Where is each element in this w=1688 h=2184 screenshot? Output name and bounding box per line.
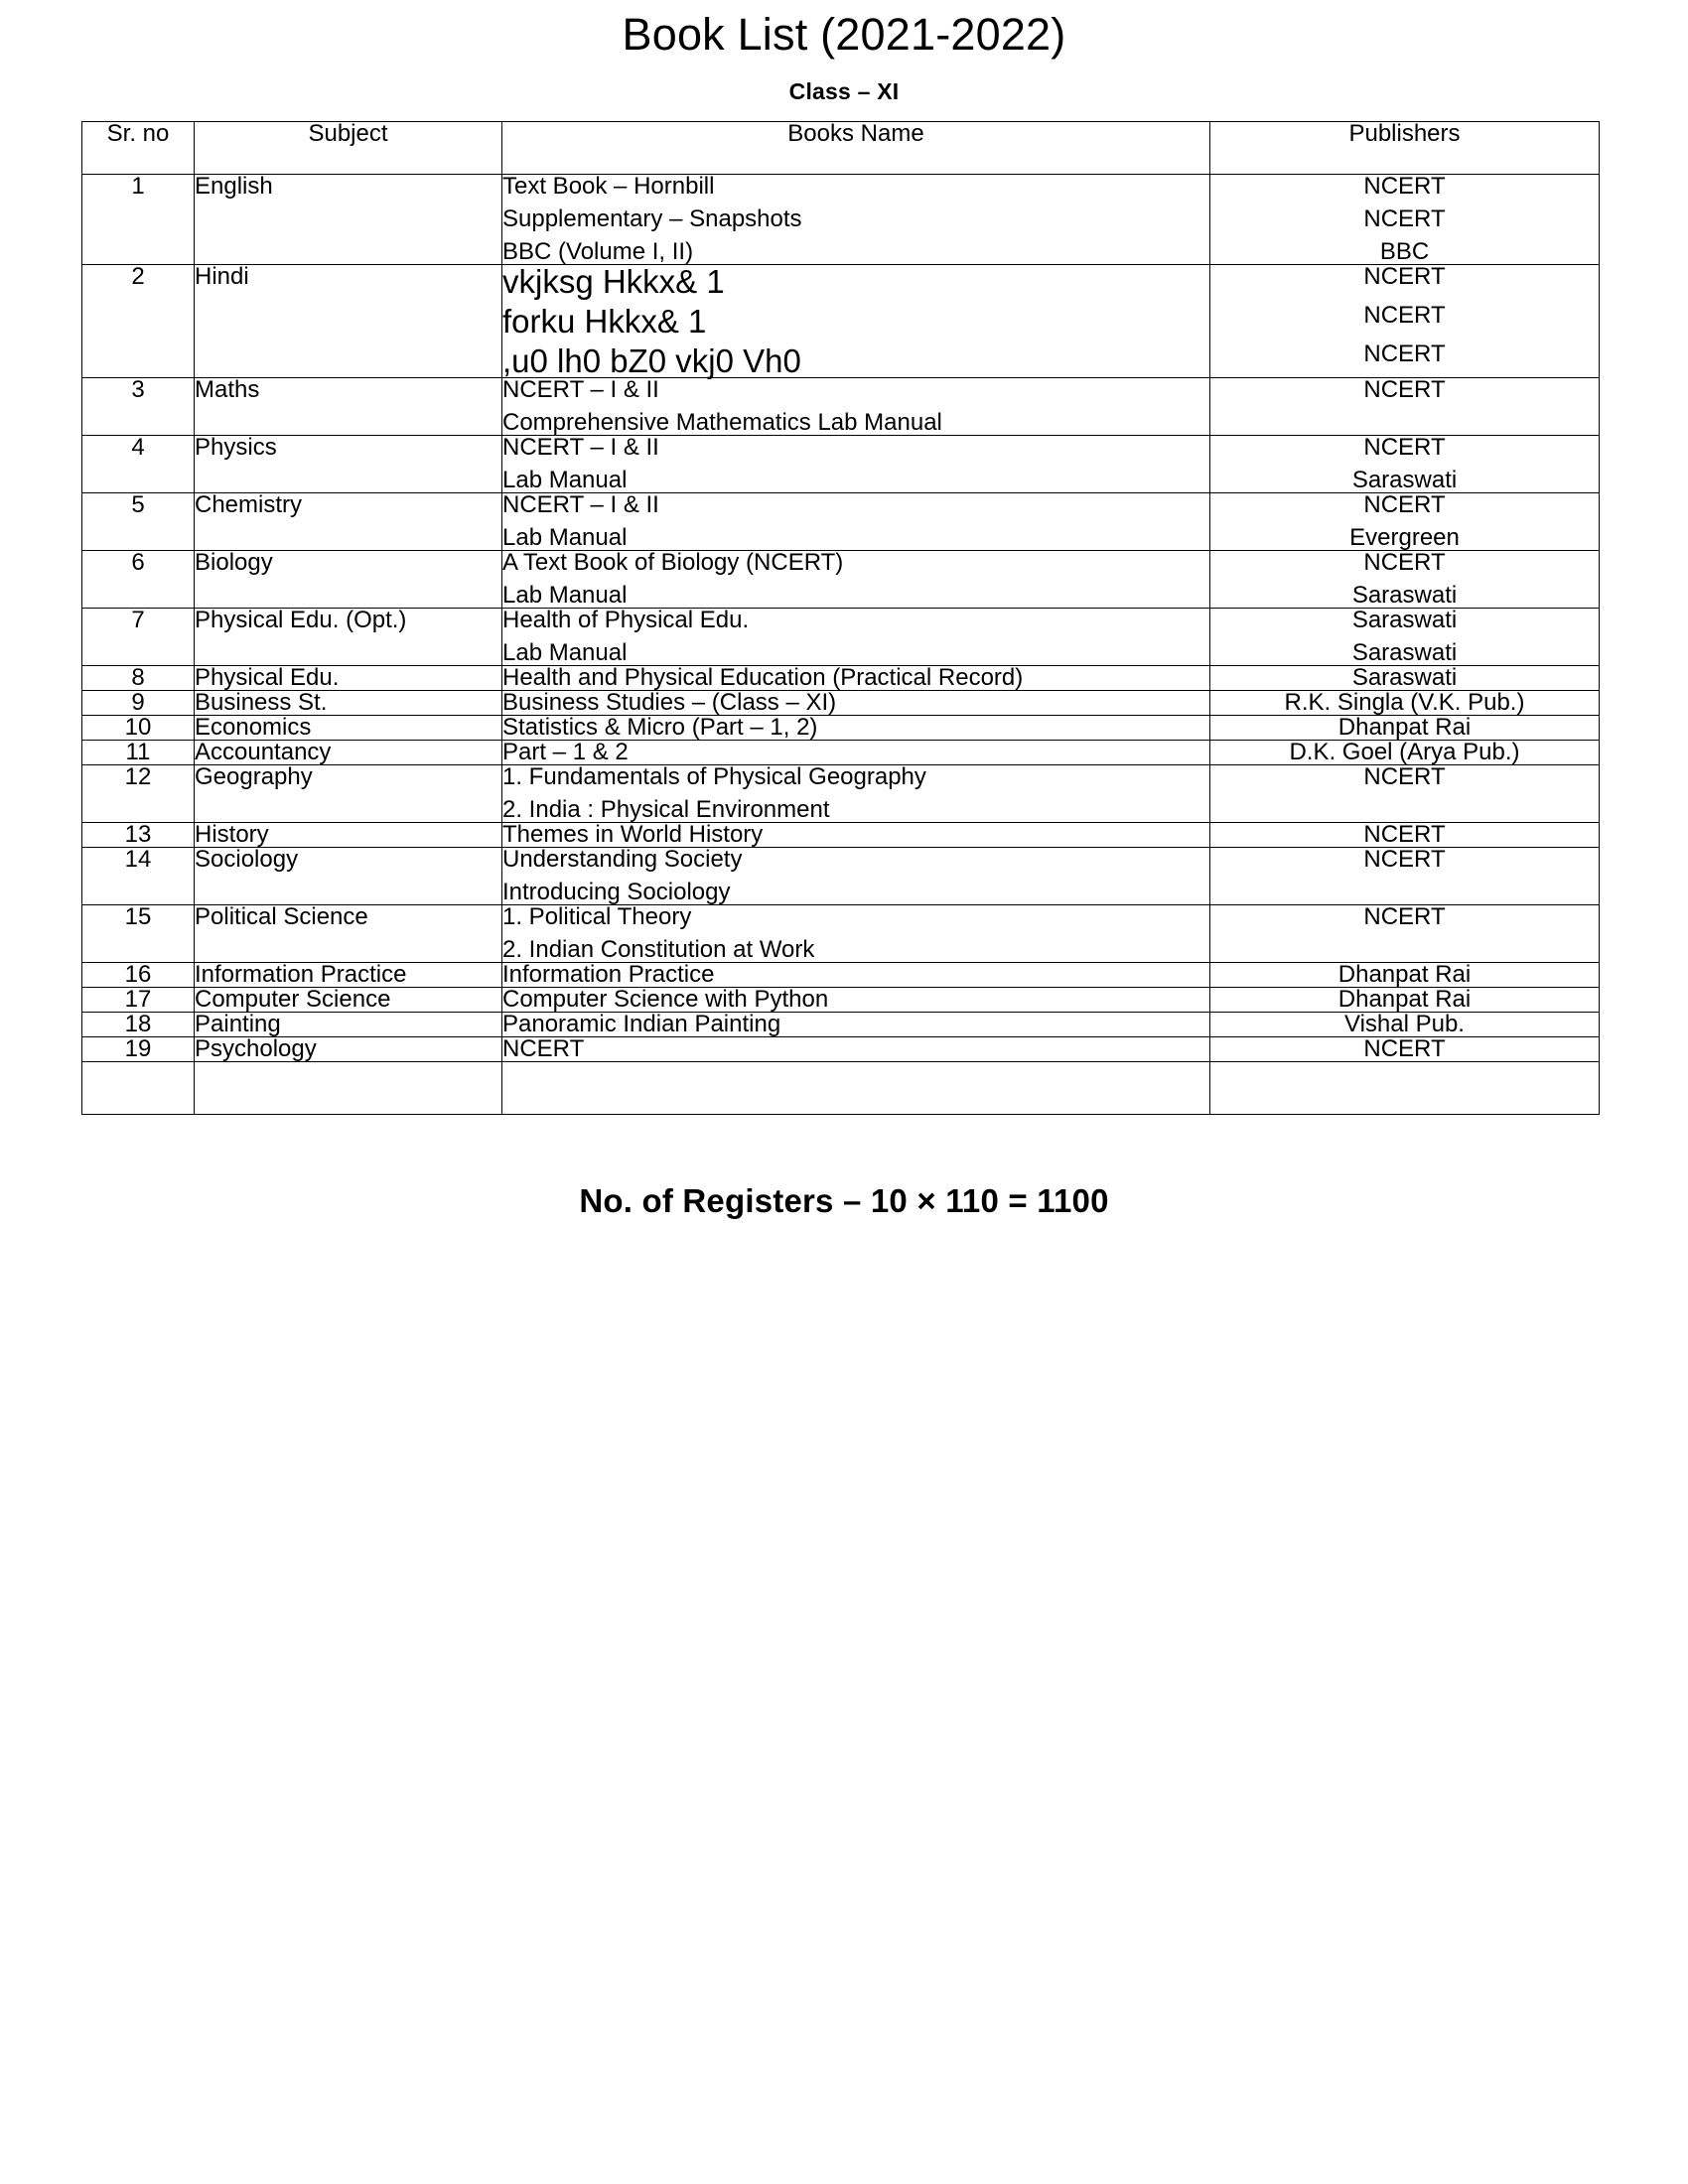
- book-line: Statistics & Micro (Part – 1, 2): [502, 714, 818, 741]
- cell-sr-no: 18: [82, 1013, 195, 1037]
- column-header-sr-no: Sr. no: [82, 122, 195, 175]
- table-row: [82, 609, 1600, 666]
- publisher-line: NCERT: [1363, 434, 1446, 461]
- book-line: Computer Science with Python: [502, 986, 829, 1013]
- book-line: ,u0 lh0 bZ0 vkj0 Vh0: [502, 342, 801, 379]
- book-line: Lab Manual: [502, 639, 628, 666]
- cell-sr-no: 17: [82, 988, 195, 1013]
- table-row: [82, 1013, 1600, 1037]
- cell-books-name: [502, 988, 1210, 1013]
- table-header-row: [82, 122, 1600, 175]
- cell-publishers: [1210, 551, 1600, 609]
- cell-books-name: [502, 265, 1210, 378]
- cell-subject: Painting: [195, 1013, 502, 1037]
- cell-sr-no: 13: [82, 823, 195, 848]
- cell-sr-no: 8: [82, 666, 195, 691]
- cell-books-name: [502, 716, 1210, 741]
- book-line: Themes in World History: [502, 821, 764, 848]
- cell-sr-no: 2: [82, 265, 195, 378]
- publisher-line: NCERT: [1363, 263, 1446, 290]
- table-row: [82, 175, 1600, 265]
- cell-sr-no: 14: [82, 848, 195, 905]
- cell-publishers: [1210, 823, 1600, 848]
- cell-subject: Maths: [195, 378, 502, 436]
- cell-books-name: [502, 666, 1210, 691]
- cell-subject: Computer Science: [195, 988, 502, 1013]
- table-row: [82, 905, 1600, 963]
- publisher-line: R.K. Singla (V.K. Pub.): [1284, 689, 1525, 716]
- cell-books-name: [502, 609, 1210, 666]
- publisher-line: NCERT: [1363, 205, 1446, 232]
- publisher-line: NCERT: [1363, 763, 1446, 790]
- book-line: 1. Political Theory: [502, 903, 692, 930]
- book-line: forku Hkkx& 1: [502, 303, 707, 340]
- book-line: NCERT: [502, 1035, 585, 1062]
- cell-publishers: [1210, 493, 1600, 551]
- cell-subject: Information Practice: [195, 963, 502, 988]
- book-line: 1. Fundamentals of Physical Geography: [502, 763, 926, 790]
- cell-sr-no: 6: [82, 551, 195, 609]
- page-subtitle: Class – XI: [788, 78, 900, 104]
- book-list-table: [81, 121, 1600, 1115]
- cell-sr-no: 9: [82, 691, 195, 716]
- book-line: Information Practice: [502, 961, 715, 988]
- cell-books-name: [502, 823, 1210, 848]
- book-line: Business Studies – (Class – XI): [502, 689, 837, 716]
- cell-subject: Accountancy: [195, 741, 502, 765]
- table-row: [82, 666, 1600, 691]
- publisher-line: Saraswati: [1351, 582, 1458, 609]
- registers-note: No. of Registers – 10 × 110 = 1100: [579, 1182, 1109, 1219]
- publisher-line: Dhanpat Rai: [1337, 986, 1472, 1013]
- cell-sr-no: 10: [82, 716, 195, 741]
- cell-books-name: [502, 1013, 1210, 1037]
- publisher-line: Saraswati: [1351, 639, 1458, 666]
- cell-publishers: [1210, 1013, 1600, 1037]
- book-line: NCERT – I & II: [502, 376, 659, 403]
- book-line: Comprehensive Mathematics Lab Manual: [502, 409, 942, 436]
- cell-subject: Economics: [195, 716, 502, 741]
- cell-sr-no: 5: [82, 493, 195, 551]
- cell-subject: History: [195, 823, 502, 848]
- cell-books-name: [502, 493, 1210, 551]
- publisher-line: NCERT: [1363, 821, 1446, 848]
- column-header-publishers: Publishers: [1210, 122, 1600, 175]
- cell-books-name: [502, 1037, 1210, 1062]
- cell-sr-no: 15: [82, 905, 195, 963]
- book-line: 2. Indian Constitution at Work: [502, 936, 815, 963]
- publisher-line: Evergreen: [1349, 524, 1460, 551]
- publisher-line: Dhanpat Rai: [1337, 714, 1472, 741]
- table-row: [82, 765, 1600, 823]
- cell-books-name: [502, 848, 1210, 905]
- cell-subject: Psychology: [195, 1037, 502, 1062]
- column-header-books-name: Books Name: [502, 122, 1210, 175]
- cell-subject: Physical Edu. (Opt.): [195, 609, 502, 666]
- cell-subject: Physical Edu.: [195, 666, 502, 691]
- publisher-line: Dhanpat Rai: [1337, 961, 1472, 988]
- publisher-line: NCERT: [1363, 173, 1446, 200]
- table-row: [82, 988, 1600, 1013]
- publisher-line: NCERT: [1363, 1035, 1446, 1062]
- table-row: [82, 551, 1600, 609]
- publisher-line: D.K. Goel (Arya Pub.): [1289, 739, 1520, 765]
- column-header-subject: Subject: [195, 122, 502, 175]
- table-row: [82, 848, 1600, 905]
- publisher-line: NCERT: [1363, 376, 1446, 403]
- book-line: Understanding Society: [502, 846, 743, 873]
- book-line: A Text Book of Biology (NCERT): [502, 549, 844, 576]
- cell-subject: Hindi: [195, 265, 502, 378]
- cell-books-name: [502, 551, 1210, 609]
- cell-publishers: [1210, 175, 1600, 265]
- table-row: [82, 691, 1600, 716]
- book-line: Supplementary – Snapshots: [502, 205, 802, 232]
- book-line: Lab Manual: [502, 582, 628, 609]
- cell-sr-no: [82, 1062, 195, 1115]
- cell-publishers: [1210, 988, 1600, 1013]
- cell-publishers: [1210, 609, 1600, 666]
- publisher-line: NCERT: [1363, 846, 1446, 873]
- table-row: [82, 823, 1600, 848]
- cell-publishers: [1210, 963, 1600, 988]
- publisher-line: NCERT: [1363, 903, 1446, 930]
- book-line: Health of Physical Edu.: [502, 607, 750, 633]
- cell-publishers: [1210, 765, 1600, 823]
- cell-sr-no: 3: [82, 378, 195, 436]
- cell-publishers: [1210, 905, 1600, 963]
- cell-subject: Political Science: [195, 905, 502, 963]
- book-line: NCERT – I & II: [502, 434, 659, 461]
- cell-books-name: [502, 378, 1210, 436]
- cell-subject: Biology: [195, 551, 502, 609]
- publisher-line: Saraswati: [1351, 467, 1458, 493]
- cell-publishers: [1210, 848, 1600, 905]
- cell-publishers: [1210, 691, 1600, 716]
- table-row: [82, 716, 1600, 741]
- book-line: Introducing Sociology: [502, 879, 731, 905]
- cell-books-name: [502, 691, 1210, 716]
- book-line: Part – 1 & 2: [502, 739, 629, 765]
- table-row: [82, 741, 1600, 765]
- cell-books-name: [502, 741, 1210, 765]
- table-row: [82, 378, 1600, 436]
- table-row: [82, 265, 1600, 378]
- publisher-line: Vishal Pub.: [1344, 1011, 1465, 1037]
- cell-subject: Geography: [195, 765, 502, 823]
- book-line: BBC (Volume I, II): [502, 238, 694, 265]
- book-line: NCERT – I & II: [502, 491, 659, 518]
- cell-sr-no: 7: [82, 609, 195, 666]
- cell-sr-no: 4: [82, 436, 195, 493]
- cell-sr-no: 1: [82, 175, 195, 265]
- publisher-line: Saraswati: [1351, 664, 1458, 691]
- publisher-line: NCERT: [1363, 491, 1446, 518]
- cell-publishers: [1210, 716, 1600, 741]
- cell-publishers: [1210, 378, 1600, 436]
- cell-publishers: [1210, 666, 1600, 691]
- cell-sr-no: 11: [82, 741, 195, 765]
- book-line: Panoramic Indian Painting: [502, 1011, 781, 1037]
- page-title: Book List (2021-2022): [622, 9, 1066, 60]
- cell-sr-no: 19: [82, 1037, 195, 1062]
- book-line: Health and Physical Education (Practical Record): [502, 664, 1024, 691]
- book-line: Lab Manual: [502, 467, 628, 493]
- publisher-line: NCERT: [1363, 302, 1446, 329]
- book-line: 2. India : Physical Environment: [502, 796, 830, 823]
- cell-books-name: [502, 765, 1210, 823]
- table-row: [82, 436, 1600, 493]
- cell-sr-no: 16: [82, 963, 195, 988]
- book-line: Lab Manual: [502, 524, 628, 551]
- cell-publishers: [1210, 1062, 1600, 1115]
- cell-publishers: [1210, 1037, 1600, 1062]
- cell-subject: Chemistry: [195, 493, 502, 551]
- cell-subject: Sociology: [195, 848, 502, 905]
- cell-books-name: [502, 963, 1210, 988]
- cell-subject: Business St.: [195, 691, 502, 716]
- cell-subject: [195, 1062, 502, 1115]
- table-row: [82, 493, 1600, 551]
- cell-subject: Physics: [195, 436, 502, 493]
- cell-books-name: [502, 436, 1210, 493]
- table-row: [82, 963, 1600, 988]
- cell-books-name: [502, 905, 1210, 963]
- cell-publishers: [1210, 436, 1600, 493]
- cell-publishers: [1210, 265, 1600, 378]
- cell-sr-no: 12: [82, 765, 195, 823]
- table-row-empty: [82, 1062, 1600, 1115]
- cell-publishers: [1210, 741, 1600, 765]
- publisher-line: NCERT: [1363, 341, 1446, 367]
- publisher-line: Saraswati: [1351, 607, 1458, 633]
- publisher-line: NCERT: [1363, 549, 1446, 576]
- table-row: [82, 1037, 1600, 1062]
- table-body: [82, 175, 1600, 1115]
- book-line: Text Book – Hornbill: [502, 173, 715, 200]
- cell-books-name: [502, 175, 1210, 265]
- book-line: vkjksg Hkkx& 1: [502, 263, 725, 300]
- cell-books-name: [502, 1062, 1210, 1115]
- cell-subject: English: [195, 175, 502, 265]
- publisher-line: BBC: [1379, 238, 1430, 265]
